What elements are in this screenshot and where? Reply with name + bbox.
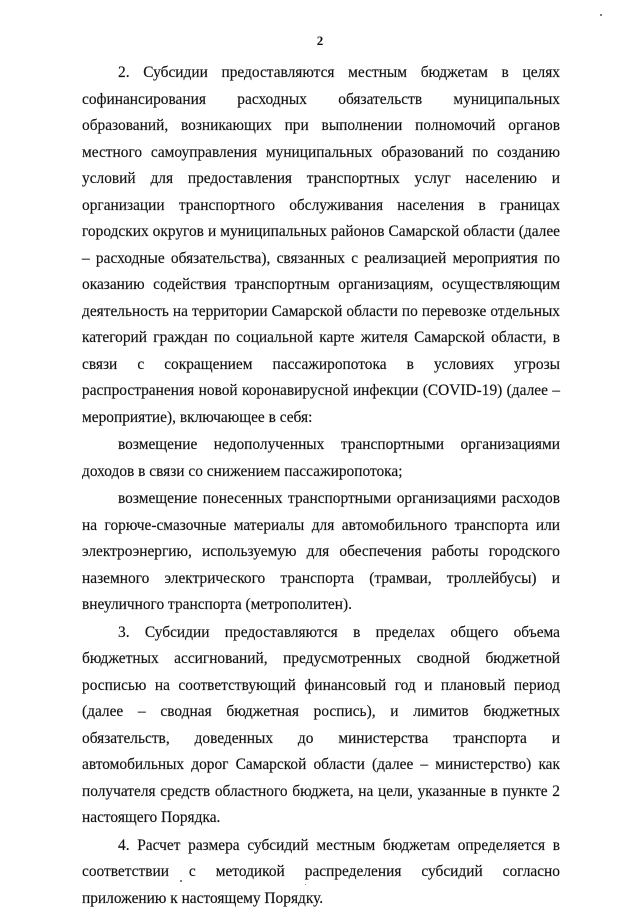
scan-speck	[600, 14, 602, 16]
paragraph-item-4: 4. Расчет размера субсидий местным бюджетам определяется в соответствии с методикой распределения субсидий согласно приложению к настоящему Порядку.	[82, 833, 560, 912]
scan-speck	[305, 884, 306, 885]
paragraph-item-3: 3. Субсидии предоставляются в пределах общего объема бюджетных ассигнований, предусмотренных сводной бюджетной росписью на соответствующий финансовый год и плановый период (далее – сводная бюджетная роспись), и лимитов бюджетных обязательств, доведенных до министерства транспорта и автомобильных дорог Самарской области (далее – министерство) как получателя средств областного бюджета, на цели, указанные в пункте 2 настоящего Порядка.	[82, 620, 560, 832]
paragraph-compensation-expenses: возмещение понесенных транспортными организациями расходов на горюче-смазочные материалы для автомобильного транспорта или электроэнергию, используемую для обеспечения работы городского наземного электрического транспорта (трамваи, троллейбусы) и внеуличного транспорта (метрополитен).	[82, 486, 560, 619]
document-body	[82, 60, 560, 912]
paragraph-compensation-income: возмещение недополученных транспортными организациями доходов в связи со снижением пассажиропотока;	[82, 432, 560, 485]
scan-speck	[180, 880, 182, 882]
paragraph-item-2: 2. Субсидии предоставляются местным бюджетам в целях софинансирования расходных обязательств муниципальных образований, возникающих при выполнении полномочий органов местного самоуправления муниципальных образований по созданию условий для предоставления транспортных услуг населению и организации транспортного обслуживания населения в границах городских округов и муниципальных районов Самарской области (далее – расходные обязательства), связанных с реализацией мероприятия по оказанию содействия транспортным организациям, осуществляющим деятельность на территории Самарской области по перевозке отдельных категорий граждан по социальной карте жителя Самарской области, в связи с сокращением пассажиропотока в условиях угрозы распространения новой коронавирусной инфекции (COVID-19) (далее – мероприятие), включающее в себя:	[82, 60, 560, 431]
page-number: 2	[0, 33, 640, 49]
